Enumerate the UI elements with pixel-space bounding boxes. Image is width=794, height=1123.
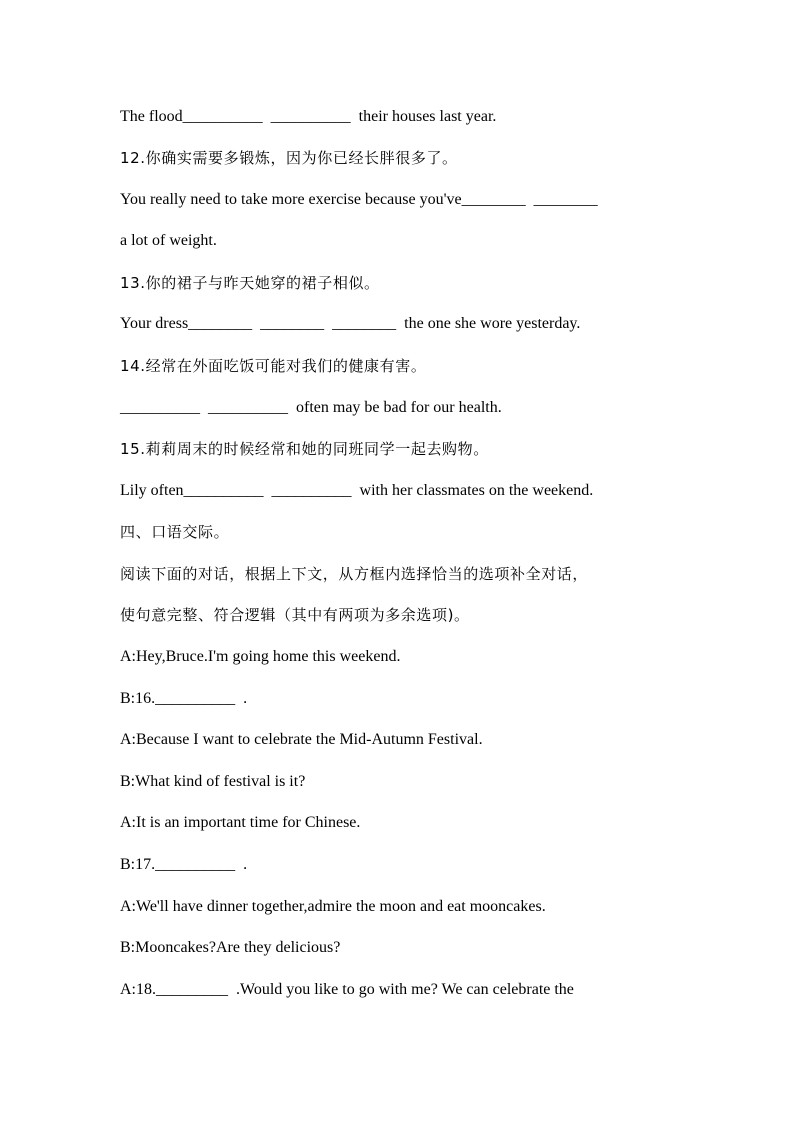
dialogue-line: A:It is an important time for Chinese. bbox=[120, 814, 361, 831]
q15-english-sentence: Lily often__________ __________ with her classmates on the weekend. bbox=[120, 482, 594, 499]
dialogue-line: B:What kind of festival is it? bbox=[120, 773, 306, 790]
q12-english-sentence-continued: a lot of weight. bbox=[120, 232, 217, 249]
q11-english-sentence: The flood__________ __________ their houses last year. bbox=[120, 108, 497, 125]
q14-chinese-prompt: 14.经常在外面吃饭可能对我们的健康有害。 bbox=[120, 357, 427, 375]
section-instructions: 阅读下面的对话，根据上下文，从方框内选择恰当的选项补全对话， bbox=[120, 565, 589, 583]
q12-chinese-prompt: 12.你确实需要多锻炼，因为你已经长胖很多了。 bbox=[120, 149, 458, 167]
dialogue-line-q16: B:16.__________ . bbox=[120, 690, 248, 707]
q12-english-sentence: You really need to take more exercise because you've________ ________ bbox=[120, 191, 598, 208]
q13-english-sentence: Your dress________ ________ ________ the one she wore yesterday. bbox=[120, 315, 581, 332]
dialogue-line-q18: A:18._________ .Would you like to go with me? We can celebrate the bbox=[120, 981, 574, 998]
dialogue-line: A:We'll have dinner together,admire the moon and eat mooncakes. bbox=[120, 898, 546, 915]
dialogue-line: A:Hey,Bruce.I'm going home this weekend. bbox=[120, 648, 401, 665]
q14-english-sentence: __________ __________ often may be bad for our health. bbox=[120, 399, 502, 416]
dialogue-line: A:Because I want to celebrate the Mid-Autumn Festival. bbox=[120, 731, 483, 748]
dialogue-line: B:Mooncakes?Are they delicious? bbox=[120, 939, 341, 956]
section-heading: 四、口语交际。 bbox=[120, 523, 230, 541]
dialogue-line-q17: B:17.__________ . bbox=[120, 856, 248, 873]
q13-chinese-prompt: 13.你的裙子与昨天她穿的裙子相似。 bbox=[120, 274, 380, 292]
q15-chinese-prompt: 15.莉莉周末的时候经常和她的同班同学一起去购物。 bbox=[120, 440, 489, 458]
section-instructions-continued: 使句意完整、符合逻辑（其中有两项为多余选项)。 bbox=[120, 606, 470, 624]
